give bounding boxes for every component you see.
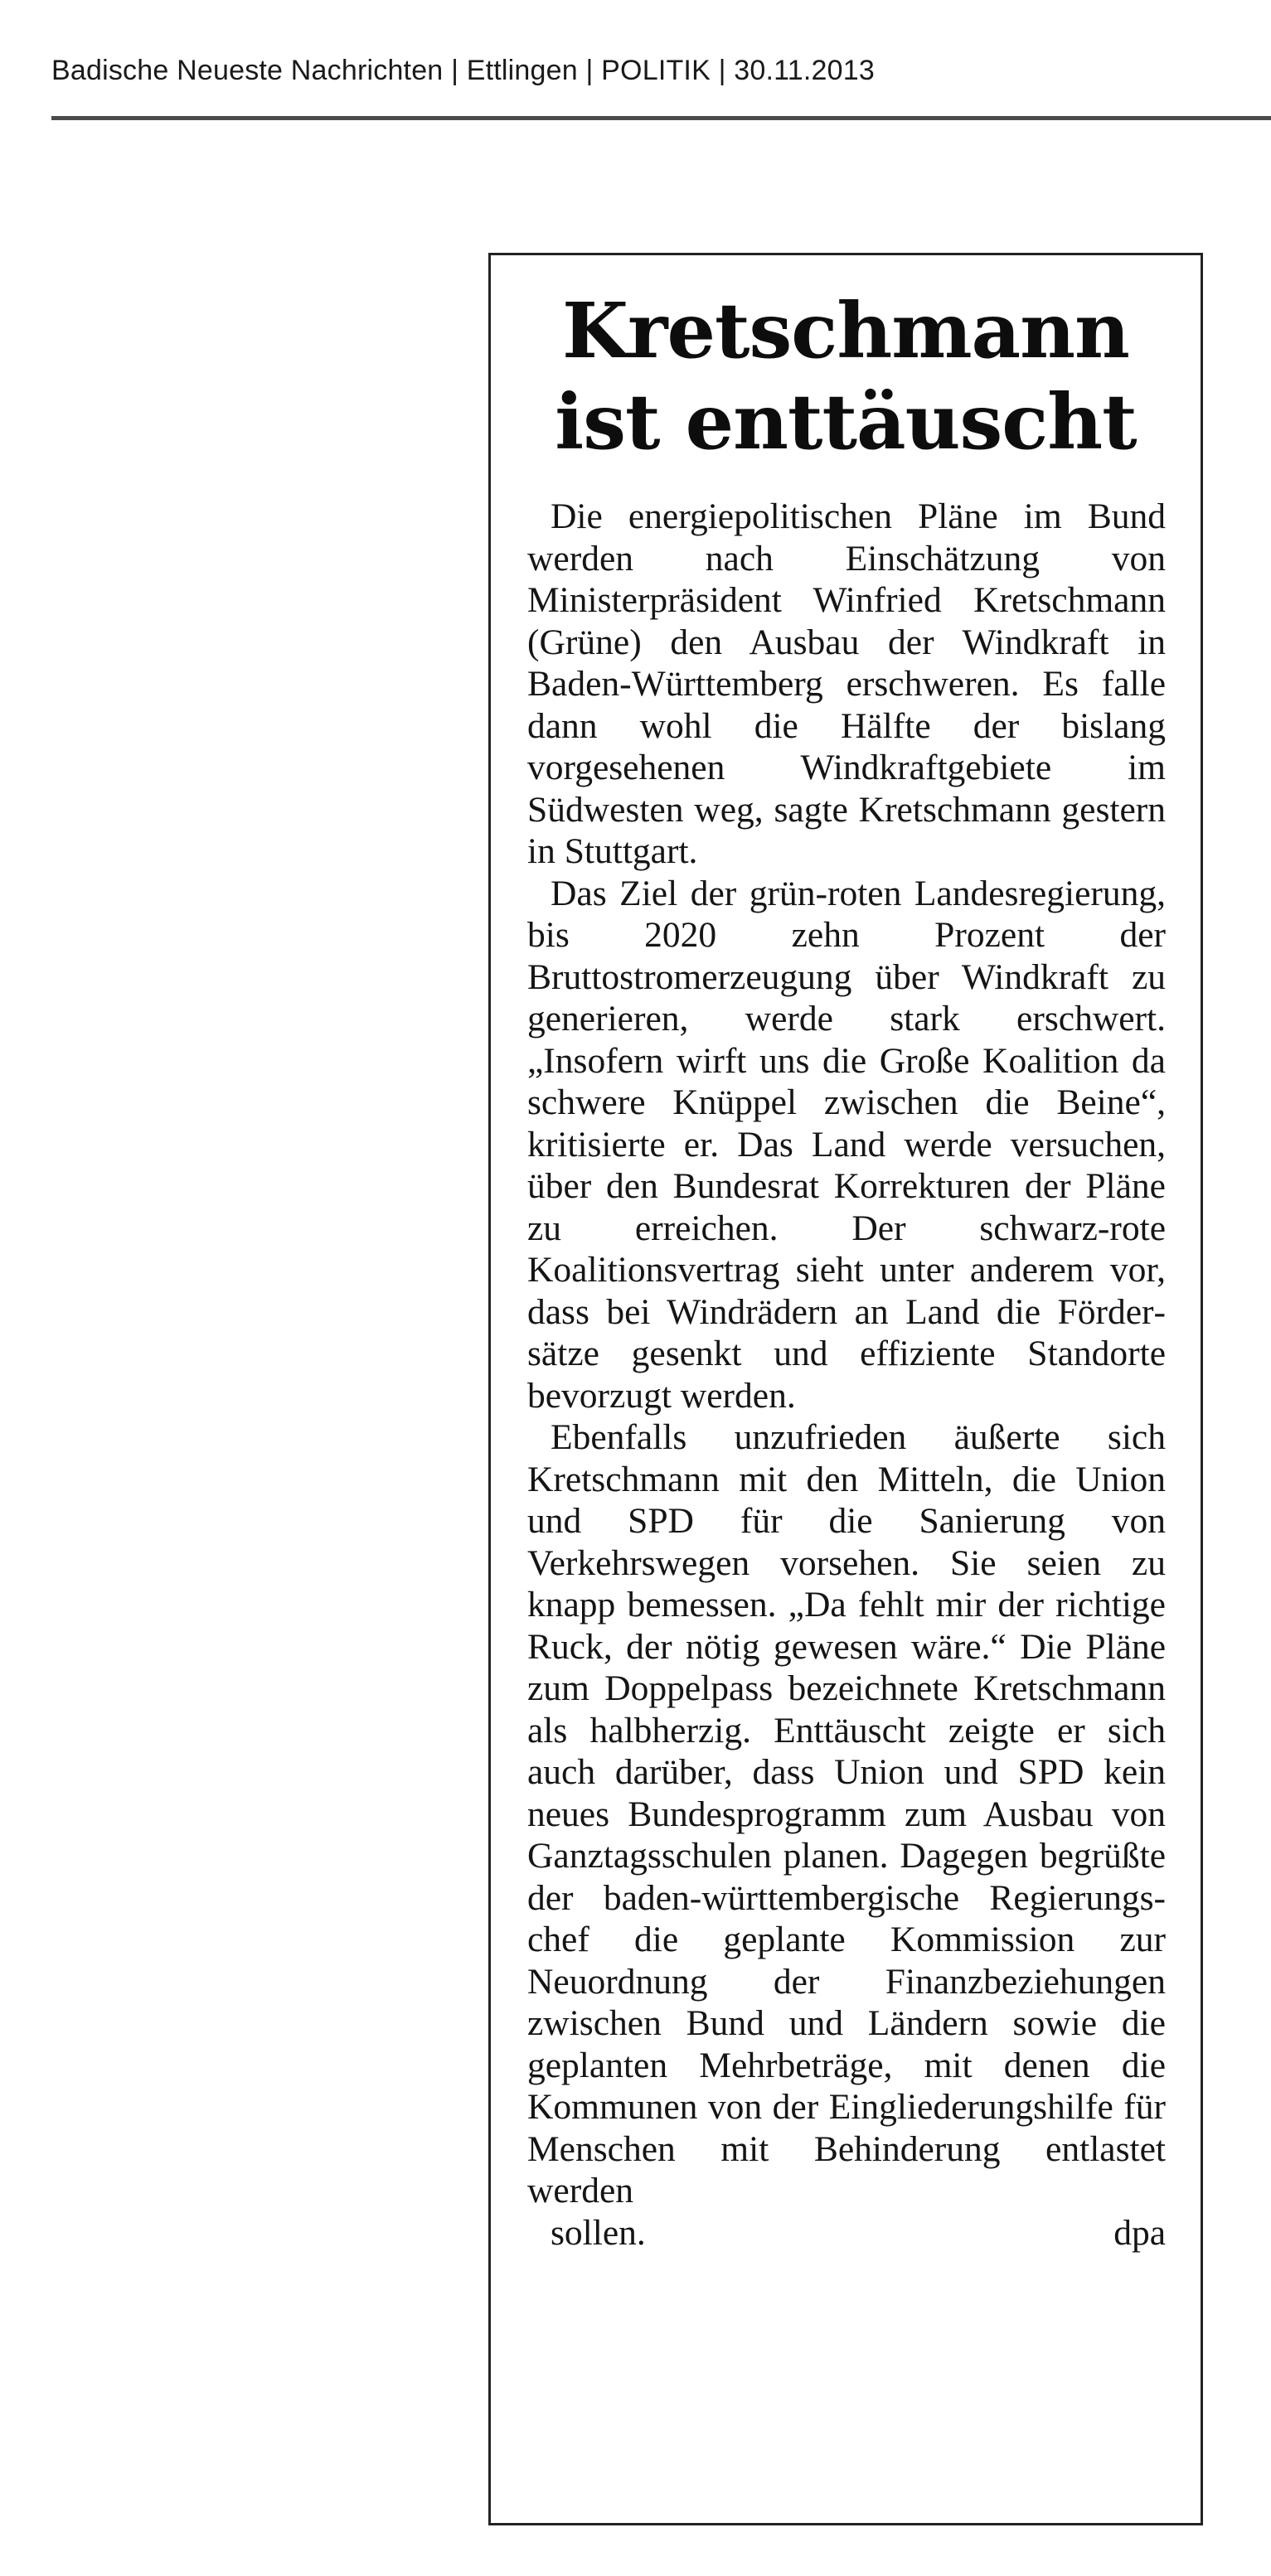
- article-body: [527, 496, 1166, 2254]
- article-paragraph-3: Ebenfalls unzufrieden äußerte sich Kretschmann mit den Mitteln, die Union und SPD für die Sanierung von Verkehrswegen vorsehen. Sie seien zu knapp bemessen. „Da fehlt mir der richtige Ruck, der nötig gewesen wäre.“ Die Pläne zum Doppelpass bezeichnete Kretschmann als halbherzig. Enttäuscht zeigte er sich auch darüber, dass Union und SPD kein neues Bundesprogramm zum Ausbau von Ganztagsschulen planen. Dagegen begrüßte der baden-württembergische Regierungschef die geplante Kommission zur Neuordnung der Finanzbeziehungen zwischen Bund und Ländern sowie die geplanten Mehrbeträge, mit denen die Kommunen von der Eingliederungshilfe für Menschen mit Behinderung entlastet werden: [527, 1417, 1166, 2210]
- header-divider: [51, 116, 1271, 120]
- article-paragraph-2: Das Ziel der grün-roten Landesregierung, bis 2020 zehn Prozent der Bruttostromerzeugung über Windkraft zu generieren, werde stark erschwert. „Insofern wirft uns die Große Koalition da schwere Knüppel zwischen die Beine“, kritisierte er. Das Land werde versuchen, über den Bundesrat Korrekturen der Pläne zu erreichen. Der schwarz-rote Koalitionsvertrag sieht unter anderem vor, dass bei Windrädern an Land die Fördersätze gesenkt und effiziente Standorte bevorzugt werden.: [527, 873, 1166, 1416]
- headline-line-2: ist enttäuscht: [555, 377, 1137, 467]
- headline-line-1: Kretschmann: [562, 286, 1129, 375]
- article-paragraph-1: Die energiepolitischen Pläne im Bund werden nach Einschätzung von Ministerpräsident Winfried Kretschmann (Grüne) den Ausbau der Windkraft in Baden-Württemberg erschweren. Es falle dann wohl die Hälfte der bislang vorgesehenen Windkraftgebiete im Südwesten weg, sagte Kretschmann gestern in Stuttgart.: [527, 496, 1166, 871]
- article-byline: dpa: [1113, 2212, 1166, 2253]
- article-clipping: [488, 253, 1203, 2525]
- article-headline: [491, 285, 1201, 467]
- article-closing-word: sollen.: [551, 2212, 646, 2253]
- publication-source-line: Badische Neueste Nachrichten | Ettlingen | POLITIK | 30.11.2013: [51, 55, 875, 86]
- article-closing-line: [527, 2212, 1166, 2254]
